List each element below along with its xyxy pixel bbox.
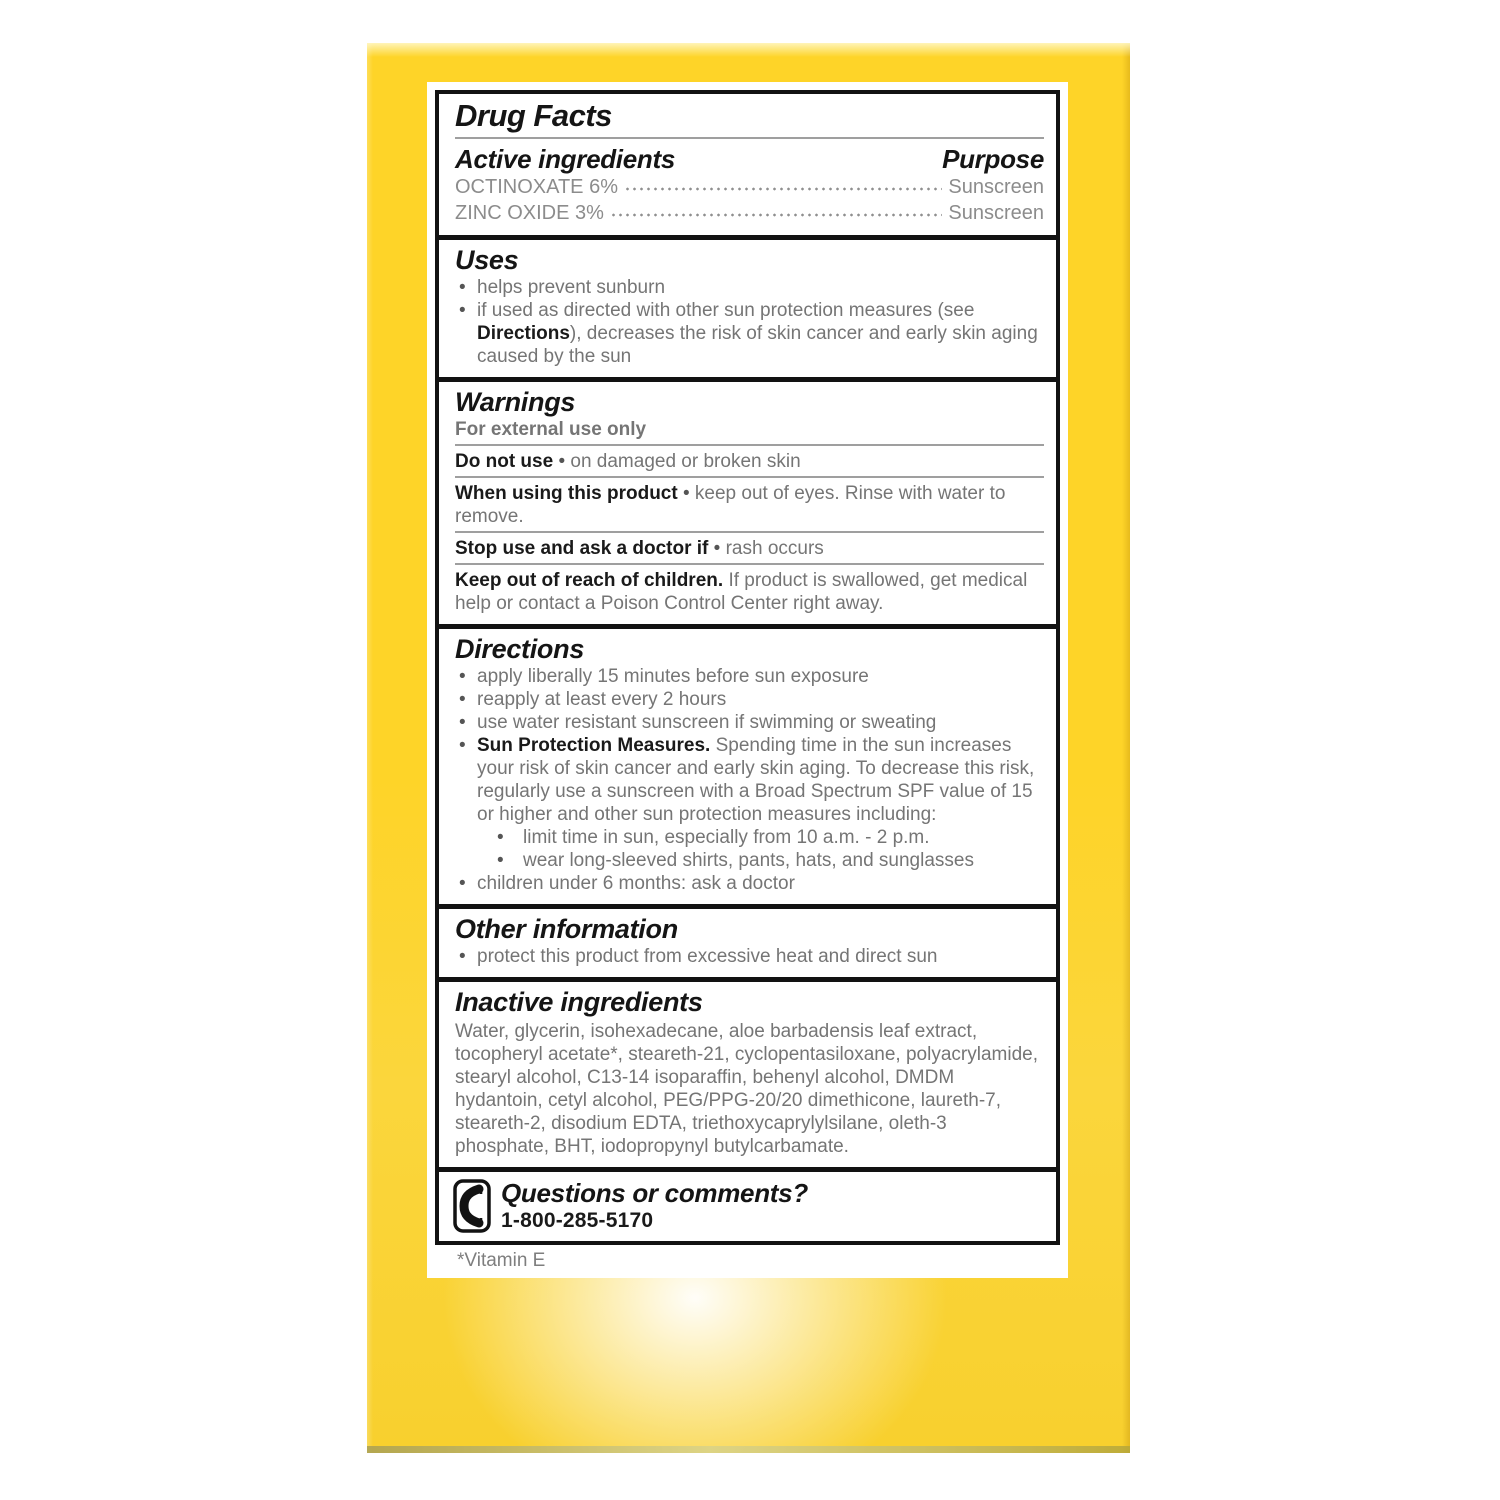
drug-facts-title: Drug Facts bbox=[455, 98, 612, 133]
section-inactive-ingredients bbox=[439, 977, 1056, 1167]
uses-text-post: ), decreases the risk of skin cancer and early skin aging caused by the sun bbox=[477, 323, 1038, 367]
bullet-glyph: • bbox=[459, 689, 466, 710]
other-information-heading: Other information bbox=[455, 914, 678, 944]
keep-lead: Keep out of reach of children. bbox=[455, 570, 724, 591]
section-directions bbox=[439, 624, 1056, 904]
vitamin-e-footnote: *Vitamin E bbox=[457, 1250, 546, 1271]
inactive-ingredients-heading: Inactive ingredients bbox=[455, 987, 703, 1017]
bullet-glyph: • bbox=[713, 538, 721, 559]
divider-thin bbox=[455, 531, 1044, 533]
uses-bullet-text bbox=[477, 299, 1044, 368]
divider-thin bbox=[455, 476, 1044, 478]
uses-bullet bbox=[455, 299, 1044, 368]
questions-heading: Questions or comments? bbox=[501, 1178, 808, 1208]
bullet-glyph: • bbox=[682, 483, 690, 504]
warning-lead: When using this product bbox=[455, 483, 678, 504]
ingredient-purpose: Sunscreen bbox=[948, 202, 1044, 224]
ingredient-row bbox=[455, 200, 1044, 226]
warning-row bbox=[455, 537, 1044, 560]
ingredient-name: OCTINOXATE 6% bbox=[455, 176, 618, 198]
spm-lead: Sun Protection Measures. bbox=[477, 735, 711, 756]
directions-bullet-text: use water resistant sunscreen if swimming or sweating bbox=[477, 712, 937, 733]
uses-text-pre: if used as directed with other sun protection measures (see bbox=[477, 300, 975, 321]
divider-thin bbox=[455, 137, 1044, 139]
bullet-glyph: • bbox=[558, 451, 566, 472]
other-information-text: protect this product from excessive heat and direct sun bbox=[477, 946, 938, 967]
bullet-glyph: • bbox=[459, 712, 466, 733]
bullet-glyph: • bbox=[459, 300, 466, 321]
section-warnings bbox=[439, 377, 1056, 624]
warning-lead: Stop use and ask a doctor if bbox=[455, 538, 709, 559]
directions-bullet bbox=[455, 711, 1044, 734]
warning-text: rash occurs bbox=[725, 538, 824, 559]
bullet-glyph bbox=[714, 538, 726, 559]
bullet-glyph: • bbox=[459, 277, 466, 298]
external-use-line: For external use only bbox=[455, 419, 647, 440]
ingredient-row bbox=[455, 174, 1044, 200]
directions-sub-bullet bbox=[455, 849, 1044, 872]
divider-thin bbox=[455, 444, 1044, 446]
bullet-glyph: • bbox=[459, 666, 466, 687]
section-other-information bbox=[439, 904, 1056, 977]
purpose-heading: Purpose bbox=[942, 144, 1044, 174]
bullet-glyph bbox=[558, 451, 570, 472]
directions-heading: Directions bbox=[455, 634, 585, 664]
phone-icon bbox=[453, 1179, 491, 1233]
bullet-glyph: • bbox=[459, 735, 466, 756]
bullet-glyph: • bbox=[497, 850, 504, 871]
section-uses bbox=[439, 235, 1056, 377]
directions-bullet-text: reapply at least every 2 hours bbox=[477, 689, 727, 710]
warning-text: keep out of eyes. Rinse with water to remove. bbox=[455, 483, 1006, 527]
directions-bullet bbox=[455, 665, 1044, 688]
bullet-glyph bbox=[683, 483, 695, 504]
directions-sub-bullet-text: wear long-sleeved shirts, pants, hats, and sunglasses bbox=[523, 850, 974, 871]
other-information-bullet bbox=[455, 945, 1044, 968]
sun-protection-measures-text bbox=[477, 734, 1044, 826]
uses-heading: Uses bbox=[455, 245, 519, 275]
active-ingredients-heading: Active ingredients bbox=[455, 144, 675, 174]
active-ingredients-header bbox=[455, 144, 1044, 174]
uses-text-bold: Directions bbox=[477, 323, 570, 344]
panel-bottom-edge bbox=[367, 1446, 1130, 1453]
section-questions bbox=[439, 1167, 1056, 1241]
bullet-glyph: • bbox=[497, 827, 504, 848]
drug-facts-box bbox=[435, 90, 1060, 1245]
dot-leader bbox=[610, 201, 942, 219]
directions-bullet bbox=[455, 872, 1044, 895]
warnings-heading: Warnings bbox=[455, 387, 576, 417]
uses-bullet bbox=[455, 276, 1044, 299]
bullet-glyph: • bbox=[459, 873, 466, 894]
warning-row bbox=[455, 482, 1044, 528]
dot-leader bbox=[624, 175, 942, 193]
sun-protection-measures-bullet bbox=[455, 734, 1044, 826]
ingredient-name: ZINC OXIDE 3% bbox=[455, 202, 604, 224]
uses-bullet-text: helps prevent sunburn bbox=[477, 277, 666, 298]
warning-row bbox=[455, 450, 1044, 473]
spm-body: Spending time in the sun increases your risk of skin cancer and early skin aging. To decrease this risk, regularly use a sunscreen with a Broad Spectrum SPF value of 15 or higher and other sun protection measures including: bbox=[477, 735, 1035, 825]
warning-text: on damaged or broken skin bbox=[570, 451, 801, 472]
directions-sub-bullet-text: limit time in sun, especially from 10 a.m. - 2 p.m. bbox=[523, 827, 930, 848]
directions-sub-bullet bbox=[455, 826, 1044, 849]
inactive-ingredients-text: Water, glycerin, isohexadecane, aloe barbadensis leaf extract, tocopheryl acetate*, steareth-21, cyclopentasiloxane, polyacrylamide, stearyl alcohol, C13-14 isoparaffin, behenyl alcohol, DMDM hydantoin, cetyl alcohol, PEG/PPG-20/20 dimethicone, laureth-7, steareth-2, disodium EDTA, triethoxycaprylylsilane, oleth-3 phosphate, BHT, iodopropynyl butylcarbamate. bbox=[455, 1021, 1038, 1157]
directions-bullet-text: children under 6 months: ask a doctor bbox=[477, 873, 795, 894]
drug-facts-label-card bbox=[427, 82, 1068, 1278]
ingredient-purpose: Sunscreen bbox=[948, 176, 1044, 198]
questions-text-block bbox=[501, 1179, 808, 1233]
questions-phone-number: 1-800-285-5170 bbox=[501, 1209, 654, 1232]
directions-bullet bbox=[455, 688, 1044, 711]
yellow-box-panel bbox=[367, 43, 1130, 1453]
section-active-ingredients bbox=[439, 94, 1056, 235]
keep-text: If product is swallowed, get medical help or contact a Poison Control Center right away. bbox=[455, 570, 1028, 614]
divider-thin bbox=[455, 563, 1044, 565]
bullet-glyph: • bbox=[459, 946, 466, 967]
warning-lead: Do not use bbox=[455, 451, 554, 472]
directions-bullet-text: apply liberally 15 minutes before sun exposure bbox=[477, 666, 869, 687]
keep-out-of-reach-row bbox=[455, 569, 1044, 615]
